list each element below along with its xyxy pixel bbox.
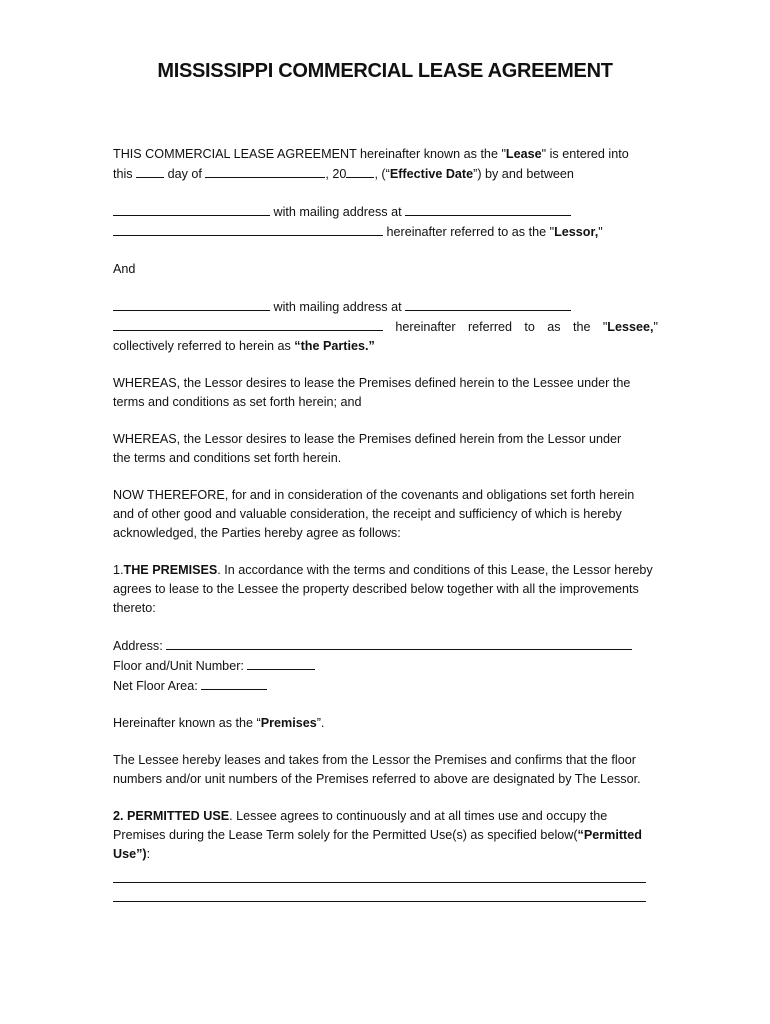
lessor-address-blank[interactable] xyxy=(405,202,571,216)
year-blank[interactable] xyxy=(346,164,374,178)
lessee-address-blank[interactable] xyxy=(405,297,571,311)
whereas-paragraph-2: WHEREAS, the Lessor desires to lease the Premises defined herein from the Lessor under the terms and conditions set forth herein. xyxy=(113,432,622,465)
permitted-use-line-2[interactable] xyxy=(113,883,646,902)
floor-unit-label: Floor and/Unit Number: xyxy=(113,659,244,673)
lessee-leases-paragraph: The Lessee hereby leases and takes from the Lessor the Premises and confirms that the floor numbers and/or unit numbers of the Premises referred to above are designated by The Lessor. xyxy=(113,753,641,786)
whereas-paragraph-1: WHEREAS, the Lessor desires to lease the Premises defined herein to the Lessee under the terms and conditions as set forth herein; and xyxy=(113,376,631,409)
net-floor-area-blank[interactable] xyxy=(201,676,267,690)
lessor-term: Lessor, xyxy=(554,225,599,239)
permitted-use-line-1[interactable] xyxy=(113,864,646,883)
and-text: And xyxy=(113,262,136,276)
net-floor-area-label: Net Floor Area: xyxy=(113,679,198,693)
lessor-block: with mailing address at hereinafter referred to as the "Lessor," xyxy=(113,202,658,242)
lessor-name-blank[interactable] xyxy=(113,202,270,216)
floor-unit-blank[interactable] xyxy=(247,656,315,670)
section-permitted-use-heading: 2. PERMITTED USE xyxy=(113,809,230,823)
intro-paragraph: THIS COMMERCIAL LEASE AGREEMENT hereinafter known as the "Lease" is entered into this day of , 20 , (“Effective Date”) by and between xyxy=(113,147,629,181)
now-therefore-paragraph: NOW THEREFORE, for and in consideration of the covenants and obligations set forth herein and of other good and valuable consideration, the receipt and sufficiency of which is hereby acknowledged, the Parties hereby agree as follows: xyxy=(113,488,635,540)
section-premises-heading: THE PREMISES xyxy=(123,563,218,577)
premises-fields xyxy=(113,636,658,696)
month-blank[interactable] xyxy=(205,164,325,178)
day-blank[interactable] xyxy=(136,164,164,178)
effective-date-term: Effective Date xyxy=(389,167,474,181)
lessee-block: with mailing address at hereinafter referred to as the "Lessee," collectively referred to herein as “the Parties.” xyxy=(113,297,658,356)
lessee-name-blank[interactable] xyxy=(113,297,270,311)
lessor-address-blank-2[interactable] xyxy=(113,222,383,236)
section-permitted-use: 2. PERMITTED USE. Lessee agrees to continuously and at all times use and occupy the Premises during the Lease Term solely for the Permitted Use(s) as specified below(“Permitted Use”): xyxy=(113,809,642,861)
section-premises: 1.THE PREMISES. In accordance with the terms and conditions of this Lease, the Lessor hereby agrees to lease to the Lessee the property described below together with all the improvements thereto: xyxy=(113,563,653,615)
lessee-address-blank-2[interactable] xyxy=(113,317,383,331)
parties-term: “the Parties.” xyxy=(294,339,375,353)
lessee-term: Lessee, xyxy=(607,320,654,334)
lease-term: Lease xyxy=(505,147,542,161)
document-body xyxy=(113,145,658,902)
permitted-use-term: “Permitted Use”) xyxy=(113,828,642,861)
address-label: Address: xyxy=(113,639,163,653)
document-title: MISSISSIPPI COMMERCIAL LEASE AGREEMENT xyxy=(157,60,613,82)
address-blank[interactable] xyxy=(166,636,632,650)
premises-definition: Hereinafter known as the “Premises”. xyxy=(113,716,325,730)
premises-term: Premises xyxy=(260,716,317,730)
